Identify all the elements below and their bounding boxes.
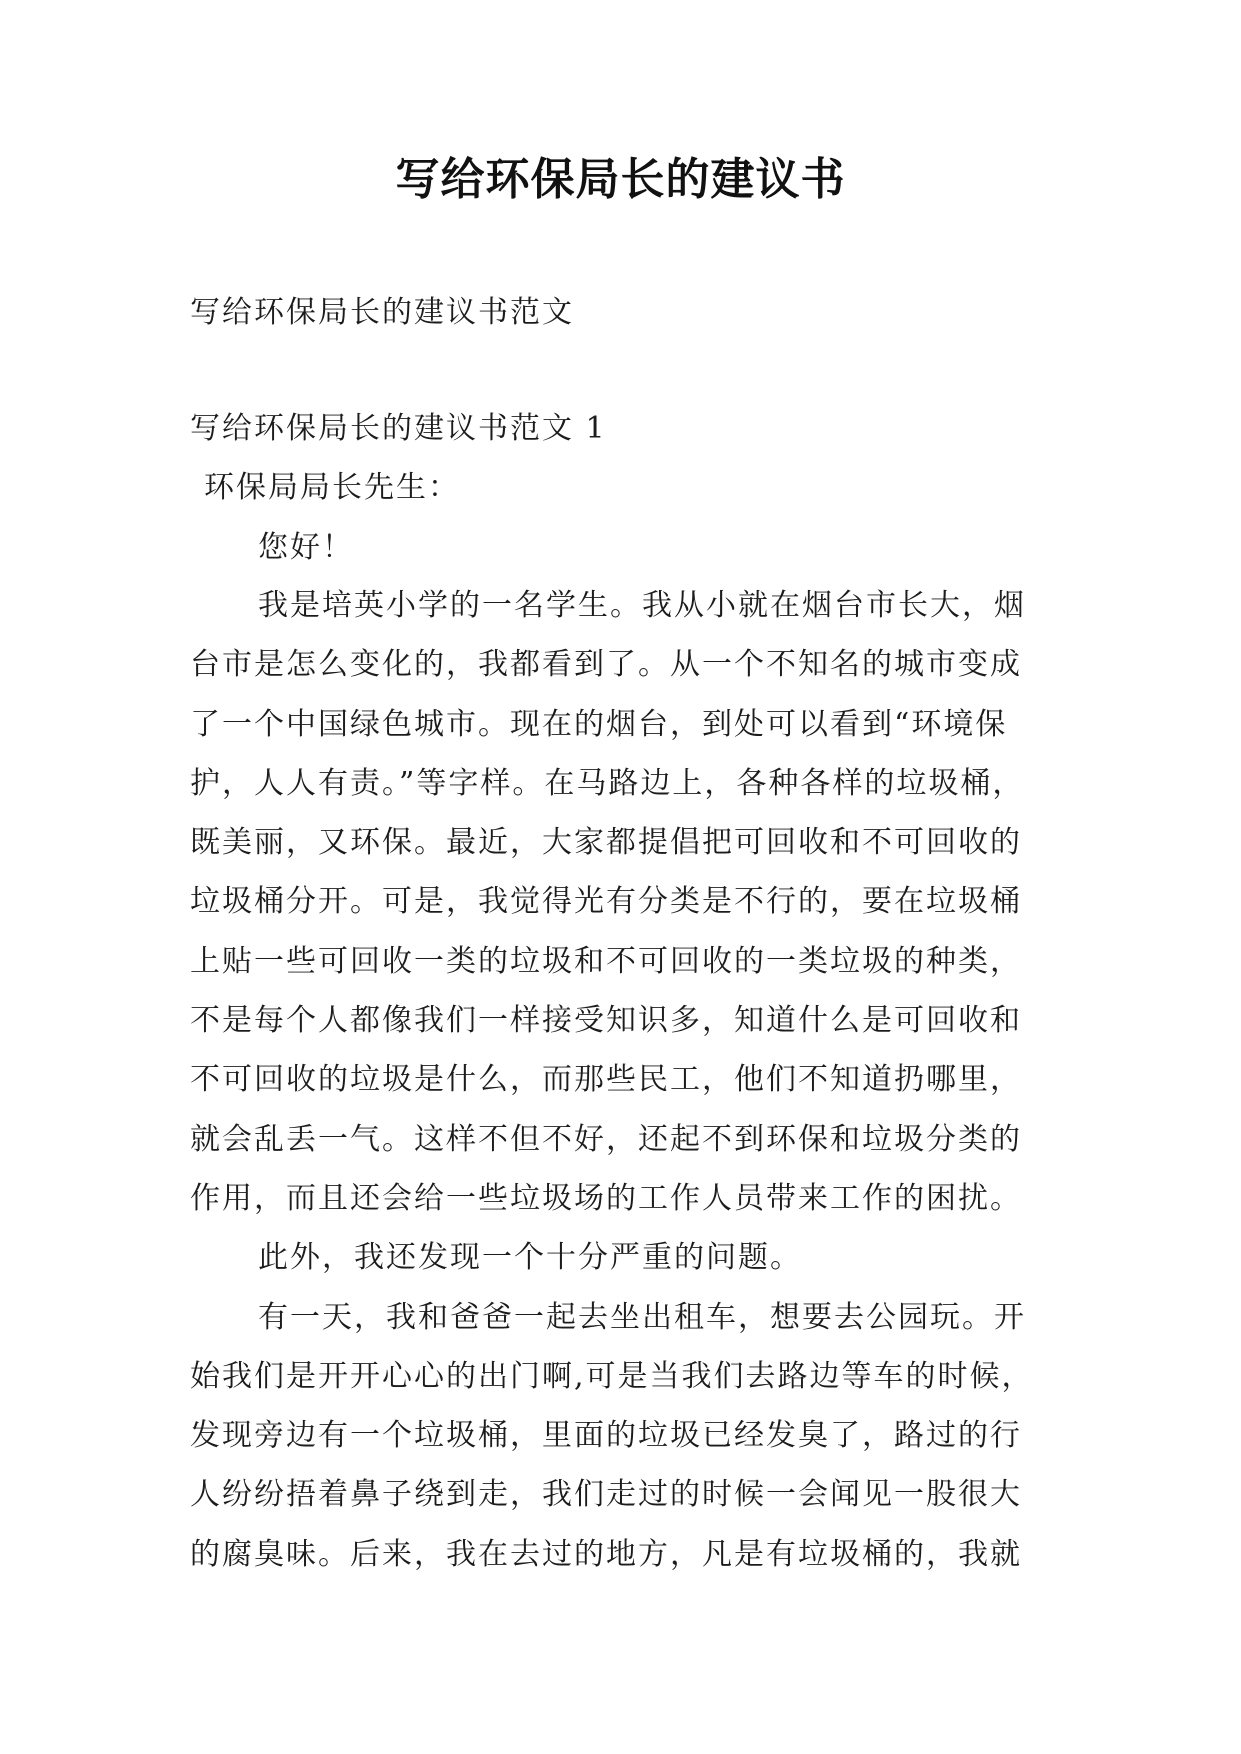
body-line: 不是每个人都像我们一样接受知识多，知道什么是可回收和 — [190, 1003, 1022, 1039]
letter-salutation: 环保局局长先生： — [204, 470, 460, 505]
body-line: 不可回收的垃圾是什么，而那些民工，他们不知道扔哪里， — [190, 1062, 1022, 1098]
body-line: 始我们是开开心心的出门啊,可是当我们去路边等车的时候， — [190, 1358, 1034, 1394]
body-line: 人纷纷捂着鼻子绕到走，我们走过的时候一会闻见一股很大 — [190, 1477, 1022, 1513]
body-line: 就会乱丢一气。这样不但不好，还起不到环保和垃圾分类的 — [190, 1121, 1022, 1157]
body-line: 台市是怎么变化的，我都看到了。从一个不知名的城市变成 — [190, 647, 1022, 683]
letter-greeting: 您好！ — [258, 530, 354, 565]
body-line: 发现旁边有一个垃圾桶，里面的垃圾已经发臭了，路过的行 — [190, 1418, 1022, 1454]
body-line: 护，人人有责。”等字样。在马路边上，各种各样的垃圾桶， — [190, 765, 1025, 801]
body-line: 既美丽，又环保。最近，大家都提倡把可回收和不可回收的 — [190, 825, 1022, 861]
body-line: 上贴一些可回收一类的垃圾和不可回收的一类垃圾的种类， — [190, 943, 1022, 979]
body-line: 有一天，我和爸爸一起去坐出租车，想要去公园玩。开 — [258, 1299, 1026, 1335]
section-heading: 写给环保局长的建议书范文 1 — [190, 411, 607, 446]
body-line: 作用，而且还会给一些垃圾场的工作人员带来工作的困扰。 — [190, 1180, 1022, 1216]
letter-body — [190, 585, 1070, 1593]
document-subtitle: 写给环保局长的建议书范文 — [190, 295, 574, 330]
body-line: 了一个中国绿色城市。现在的烟台，到处可以看到“环境保 — [190, 706, 1008, 742]
body-line: 的腐臭味。后来，我在去过的地方，凡是有垃圾桶的，我就 — [190, 1536, 1022, 1572]
body-line: 我是培英小学的一名学生。我从小就在烟台市长大，烟 — [258, 588, 1026, 623]
body-line: 垃圾桶分开。可是，我觉得光有分类是不行的，要在垃圾桶 — [190, 884, 1022, 920]
body-line: 此外，我还发现一个十分严重的问题。 — [258, 1240, 802, 1276]
document-title: 写给环保局长的建议书 — [395, 154, 846, 205]
